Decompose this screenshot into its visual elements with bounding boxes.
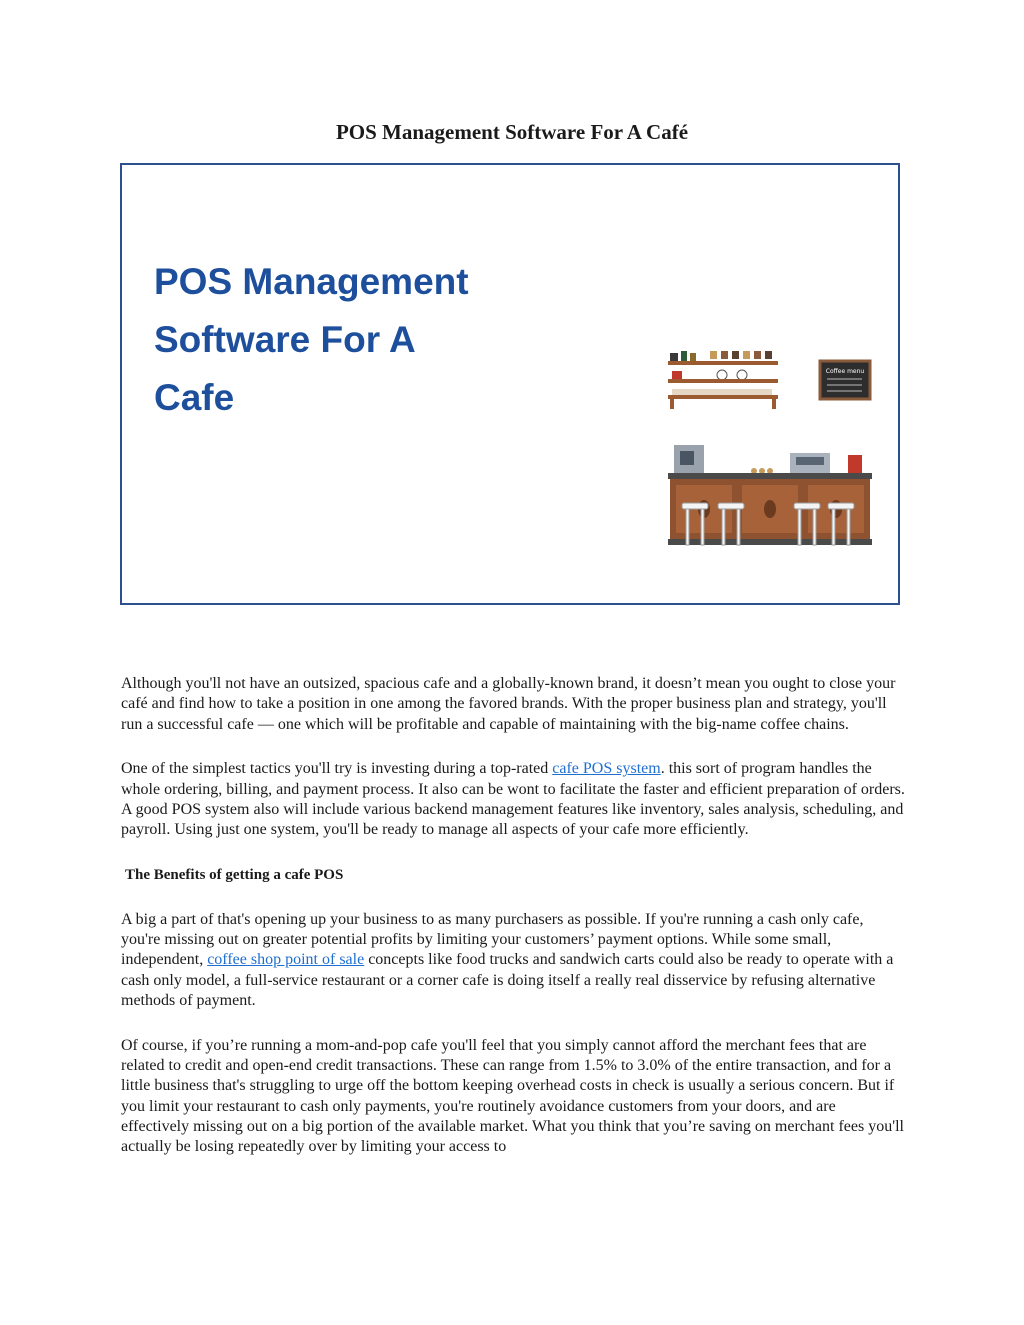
page-title: POS Management Software For A Café (335, 120, 689, 144)
paragraph-text: concepts like food trucks and sandwich carts could also be ready to operate with a cash only model, a full-service restaurant or a corner cafe is doing itself a really real disservice by refusing alternative methods of payment. (121, 951, 894, 1010)
hero-heading-line: POS Management (154, 261, 469, 302)
coffee-shop-pos-link[interactable]: coffee shop point of sale (207, 951, 365, 969)
paragraph (121, 910, 905, 1011)
counter-appliances (674, 445, 862, 474)
menu-board (820, 361, 870, 399)
paragraph: Although you'll not have an outsized, spacious cafe and a globally-known brand, it doesn’t mean you ought to close your café and find how to take a position in one among the favored brands. With the proper business plan and strategy, you'll run a successful cafe — one which will be profitable and capable of maintaining with the big-name coffee chains. (121, 675, 896, 733)
article-body (121, 674, 905, 1182)
paragraph-text: . this sort of program handles the whole ordering, billing, and payment process. It also can be wont to facilitate the faster and efficient preparation of orders. A good POS system also will include various backend management features like inventory, sales analysis, scheduling, and payroll. Using just one system, you'll be ready to manage all aspects of your cafe more efficiently. (121, 760, 905, 839)
paragraph: Of course, if you’re running a mom-and-pop cafe you'll feel that you simply cannot afford the merchant fees that are related to credit and open-end credit transactions. These can range from 1.5% to 3.0% of the entire transaction, and for a little business that's struggling to urge off the bottom keeping overhead costs in check is usually a serious concern. But if you limit your restaurant to cash only payments, you're routinely avoidance customers from your doors, and are effectively missing out on a big portion of the available market. What you think that you’re saving on merchant fees you'll actually be losing repeatedly over by limiting your access to (121, 1036, 904, 1156)
paragraph (121, 759, 905, 840)
hero-heading-line: Cafe (154, 377, 235, 418)
cafe-counter-illustration (662, 345, 882, 565)
paragraph-text: One of the simplest tactics you'll try is investing during a top-rated (121, 760, 553, 778)
hero-banner (120, 163, 900, 605)
cafe-shelves (668, 351, 778, 409)
menu-board-title: Coffee menu (825, 368, 865, 375)
section-heading: The Benefits of getting a cafe POS (125, 867, 344, 884)
hero-heading (154, 253, 469, 427)
cafe-pos-system-link[interactable]: cafe POS system (552, 760, 661, 778)
hero-heading-line: Software For A (154, 319, 416, 360)
paragraph-text: A big a part of that's opening up your business to as many purchasers as possible. If you're running a cash only cafe, you're missing out on greater potential profits by limiting your customers’ payment options. While some small, independent, (121, 910, 864, 969)
